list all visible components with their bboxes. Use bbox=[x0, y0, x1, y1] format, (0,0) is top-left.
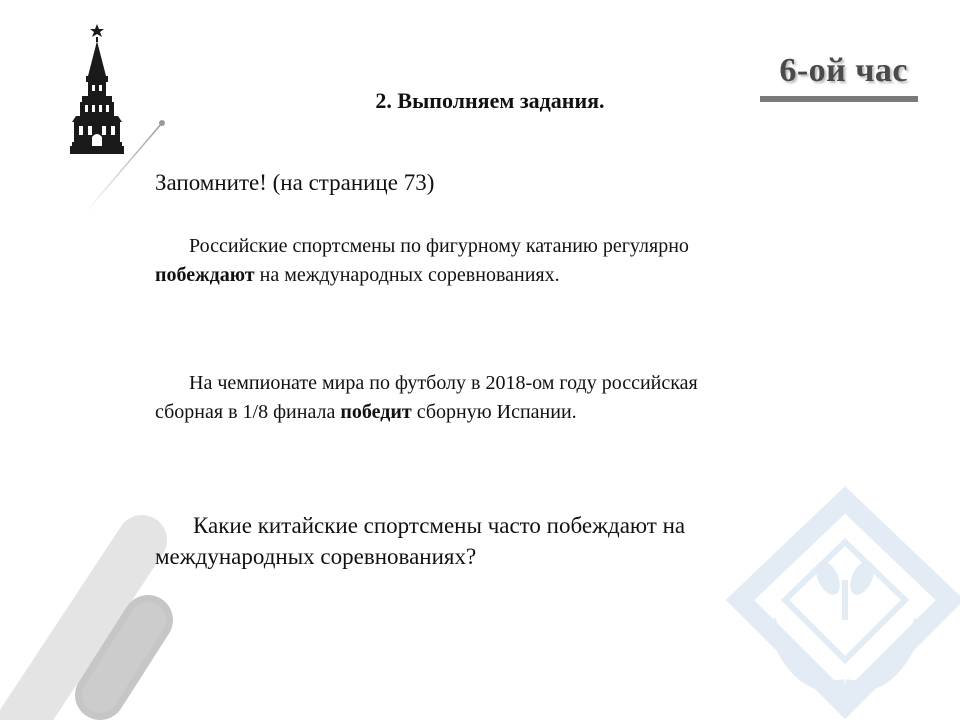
example-sentence-2 bbox=[155, 369, 715, 427]
question-text: Какие китайские спортсмены часто побеждают на международных соревнованиях? bbox=[155, 513, 686, 569]
example-1-text-after: на международных соревнованиях. bbox=[254, 264, 560, 286]
example-2-bold-verb: победит bbox=[340, 401, 412, 423]
example-2-text-before: На чемпионате мира по футболу в 2018-ом году российская сборная в 1/8 финала bbox=[155, 372, 698, 423]
example-1-text-before: Российские спортсмены по фигурному катанию регулярно bbox=[189, 235, 689, 257]
example-2-text-after: сборную Испании. bbox=[411, 401, 577, 423]
example-1-bold-verb: побеждают bbox=[155, 264, 255, 286]
example-sentence-1 bbox=[155, 232, 715, 290]
remember-label: Запомните! (на странице 73) bbox=[155, 170, 435, 195]
hour-title: 6-ой час bbox=[779, 52, 908, 89]
diagonal-line-decoration bbox=[80, 115, 170, 215]
section-heading: 2. Выполняем задания. bbox=[375, 88, 605, 113]
